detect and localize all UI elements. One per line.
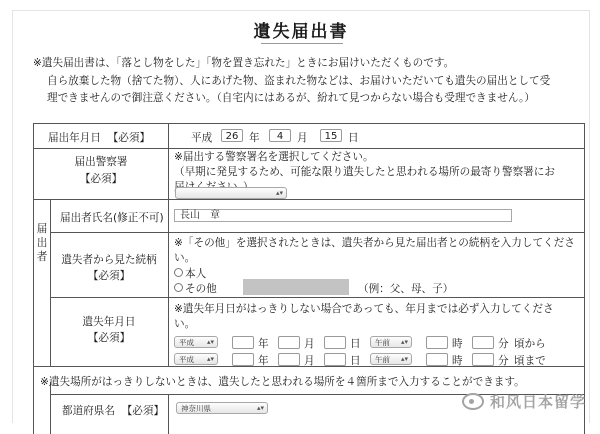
relation-other-input[interactable] xyxy=(243,279,349,295)
loss-to-month-input[interactable] xyxy=(278,353,300,366)
to-hour-unit: 時 xyxy=(452,355,463,367)
loss-from-year-input[interactable] xyxy=(232,336,254,349)
filing-year-input[interactable]: 26 xyxy=(221,129,243,142)
loss-to-year-input[interactable] xyxy=(232,353,254,366)
dropdown-arrow-icon: ▴▾ xyxy=(206,355,214,363)
to-day-unit: 日 xyxy=(350,355,361,367)
radio-self[interactable] xyxy=(174,268,183,277)
notice-line-1: ※遺失届出書は、「落とし物をした」「物を置き忘れた」ときにお届けいただくものです。 xyxy=(33,57,455,69)
dropdown-arrow-icon: ▴▾ xyxy=(275,189,283,197)
from-hour-unit: 時 xyxy=(452,338,463,350)
dropdown-arrow-icon: ▴▾ xyxy=(256,404,264,412)
form-title: 遺失届出書 xyxy=(253,22,349,42)
watermark-text: 和风日本留学 xyxy=(489,393,586,411)
dropdown-arrow-icon: ▴▾ xyxy=(400,338,408,346)
filing-month-input[interactable]: 4 xyxy=(269,129,291,142)
applicant-name-input[interactable]: 長山 章 xyxy=(174,209,512,222)
filing-date-label: 届出年月日 【必須】 xyxy=(48,132,151,144)
loss-to-minute-input[interactable] xyxy=(472,353,494,366)
dropdown-arrow-icon: ▴▾ xyxy=(400,355,408,363)
from-month-unit: 月 xyxy=(304,338,315,350)
from-year-unit: 年 xyxy=(258,338,269,350)
loss-from-era-select[interactable]: 平成 ▴▾ xyxy=(174,336,218,348)
loss-from-ampm-select[interactable]: 午前 ▴▾ xyxy=(370,336,412,348)
radio-other[interactable] xyxy=(174,283,183,292)
prefecture-select[interactable]: 神奈川県 ▴▾ xyxy=(176,402,268,414)
month-unit: 月 xyxy=(297,132,308,144)
dropdown-arrow-icon: ▴▾ xyxy=(206,338,214,346)
loss-to-day-input[interactable] xyxy=(324,353,346,366)
loss-date-note: ※遺失年月日がはっきりしない場合であっても、年月までは必ず入力してくださ い。 xyxy=(174,303,554,330)
loss-to-ampm-select[interactable]: 午前 ▴▾ xyxy=(370,353,412,365)
filing-day-input[interactable]: 15 xyxy=(320,129,342,142)
form-notice xyxy=(33,55,578,108)
loss-from-month-input[interactable] xyxy=(278,336,300,349)
loss-from-hour-input[interactable] xyxy=(426,336,448,349)
title-underline xyxy=(261,43,343,44)
notice-line-3: 理できませんので御注意ください。（自宅内にはあるが、紛れて見つからない場合も受理できません。） xyxy=(47,92,535,104)
loss-from-label: 頃から xyxy=(514,338,546,350)
to-month-unit: 月 xyxy=(304,355,315,367)
loss-from-day-input[interactable] xyxy=(324,336,346,349)
relation-example: （例：父、母、子） xyxy=(358,283,454,295)
relation-label: 遺失者から見た続柄 【必須】 xyxy=(61,254,157,282)
relation-note: ※「その他」を選択されたときは、遺失者から見た届出者との続柄を入力してくださ い。 xyxy=(174,237,575,264)
loss-to-era-select[interactable]: 平成 ▴▾ xyxy=(174,353,218,365)
notice-line-2: 自ら放棄した物（捨てた物）、人にあげた物、盗まれた物などは、お届けいただいても遺失の届出として受 xyxy=(47,74,551,87)
police-station-note: ※届出する警察署名を選択してください。 （早期に発見するため、可能な限り遺失したと思われる場所の最寄り警察署にお xyxy=(174,151,555,178)
loss-place-note: ※遺失場所がはっきりしないときは、遺失したと思われる場所を４箇所まで入力することができます。 xyxy=(40,376,525,388)
filing-era: 平成 xyxy=(191,132,213,144)
loss-from-minute-input[interactable] xyxy=(472,336,494,349)
to-minute-unit: 分 xyxy=(498,355,509,367)
to-year-unit: 年 xyxy=(258,355,269,367)
watermark xyxy=(462,391,586,412)
applicant-name-label: 届出者氏名(修正不可) xyxy=(60,212,164,224)
loss-to-label: 頃まで xyxy=(514,355,546,367)
police-station-label: 届出警察署 【必須】 xyxy=(74,156,128,185)
relation-option-self[interactable]: 本人 xyxy=(174,266,206,281)
police-station-select[interactable] xyxy=(175,187,287,199)
form-sheet xyxy=(12,10,590,423)
form-table xyxy=(33,123,585,434)
loss-to-hour-input[interactable] xyxy=(426,353,448,366)
from-day-unit: 日 xyxy=(350,338,361,350)
from-minute-unit: 分 xyxy=(498,338,509,350)
applicant-side-label: 届 出 者 xyxy=(36,223,48,263)
day-unit: 日 xyxy=(348,132,359,144)
prefecture-label: 都道府県名 【必須】 xyxy=(62,405,165,417)
relation-option-other[interactable]: その他 xyxy=(174,281,217,296)
year-unit: 年 xyxy=(249,132,260,144)
wechat-logo-icon xyxy=(462,393,484,410)
loss-date-label: 遺失年月日 【必須】 xyxy=(82,316,136,344)
